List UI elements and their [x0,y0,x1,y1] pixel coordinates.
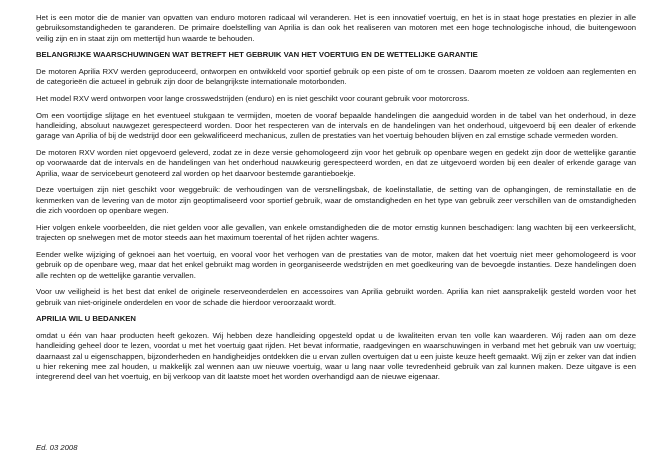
warnings-paragraph-5: Deze voertuigen zijn niet geschikt voor weggebruik: de verhoudingen van de versnellingsbak, de koelinstallatie, de setting van de ophangingen, de reminstallatie en de kenmerken van de levering van de motor zijn geoptimaliseerd voor sportief gebruik, waar de omstandigheden en het type van gebruik zeer verschillen van de omstandigheden die zich voordoen op openbare wegen. [36,185,636,216]
warnings-paragraph-2: Het model RXV werd ontworpen voor lange crosswedstrijden (enduro) en is niet geschikt voor courant gebruik voor motorcross. [36,94,470,103]
thanks-heading: APRILIA WIL U BEDANKEN [36,314,136,324]
thanks-paragraph: omdat u één van haar producten heeft gekozen. Wij hebben deze handleiding opgesteld opdat u de kwaliteiten ervan ten volle kan waarderen. Wij raden aan om deze handleiding geheel door te lezen, voordat u met het voertuig gaat rijden. Het bevat informatie, raadgevingen en waarschuwingen in verband met het gebruik van uw voertuig; daarnaast zal u eigenschappen, bijzonderheden en handigheidjes ontdekken die u ervan zullen overtuigen dat u een juiste keuze heeft gemaakt. Wij zijn er zeker van dat indien u hier rekening mee zal houden, u makkelijk zal wennen aan uw nieuwe voertuig, waar u lang naar volle tevredenheid gebruik van zal kunnen maken. Deze uitgave is een integrerend deel van het voertuig, en bij verkoop van dit laatste moet het worden overhandigd aan de nieuwe eigenaar. [36,330,636,382]
warnings-paragraph-4: De motoren RXV worden niet opgevoerd geleverd, zodat ze in deze versie gehomologeerd zijn voor het gebruik op openbare wegen en gedekt zijn door de wettelijke garantie op voorwaarde dat de intervals en de handelingen van het onderhoud nauwkeurig gerespecteerd worden, en dat ze uitgevoerd worden bij een dealer of erkende garage van Aprilia, waar de servicebeurt genoteerd zal worden op het daarvoor bestemde garantieboekje. [36,148,636,178]
warnings-paragraph-1: De motoren Aprilia RXV werden geproduceerd, ontworpen en ontwikkeld voor sportief gebruik op een piste of om te crossen. Daarom moeten ze voldoen aan reglementen en de categorieën die actueel in gebruik zijn door de belangrijkste internationale motorbonden. [36,67,636,87]
edition-footer: Ed. 03 2008 [36,443,78,452]
warnings-paragraph-7: Eender welke wijziging of geknoei aan het voertuig, en vooral voor het verhogen van de prestaties van de motor, maken dat het voertuig niet meer gehomologeerd is voor gebruik op de openbare weg, maar dat het enkel gebruikt mag worden in georganiseerde wedstrijden en met goedkeuring van de bevoegde instanties. Deze handelingen doen alle rechten op de wettelijke garantie vervallen. [36,249,636,280]
intro-paragraph: Het is een motor die de manier van opvatten van enduro motoren radicaal wil veranderen. Het is een innovatief voertuig, en het is in staat hoge prestaties en plezier in alle gebruiksomstandigheden te garanderen. De primaire doelstelling van Aprilia is dan ook het realiseren van motoren met een hoge technologische inhoud, die buitengewoon veilig zijn en in staat zijn om mettertijd hun waarde te behouden. [36,13,636,43]
page-content [36,13,636,389]
warnings-paragraph-3: Om een voortijdige slijtage en het eventueel stukgaan te vermijden, moeten de vooraf bepaalde handelingen die aangeduid worden in de tabel van het onderhoud, in deze handleiding, absoluut nauwgezet gerespecteerd worden. Door het respecteren van de intervals en de handelingen van het onderhoud, uitgevoerd bij een dealer of erkende garage van Aprilia of bij de wedstrijd door een gekwalificeerd mechanicus, zullen de prestaties van het voertuig behouden blijven en zal ernstige schade vermeden worden. [36,110,636,141]
warnings-paragraph-8: Voor uw veiligheid is het best dat enkel de originele reserveonderdelen en accessoires van Aprilia gebruikt worden. Aprilia kan niet aansprakelijk gesteld worden voor het gebruik van niet-originele onderdelen en voor de schade die hierdoor veroorzaakt wordt. [36,287,636,307]
warnings-heading: BELANGRIJKE WAARSCHUWINGEN WAT BETREFT HET GEBRUIK VAN HET VOERTUIG EN DE WETTELIJKE GARANTIE [36,50,478,60]
warnings-paragraph-6: Hier volgen enkele voorbeelden, die niet gelden voor alle gevallen, van enkele omstandigheden die de motor ernstig kunnen beschadigen: lang wachten bij een verkeerslicht, trajecten op snelwegen met de motor steeds aan het maximum toerental of het rijden achter wagens. [36,222,636,243]
